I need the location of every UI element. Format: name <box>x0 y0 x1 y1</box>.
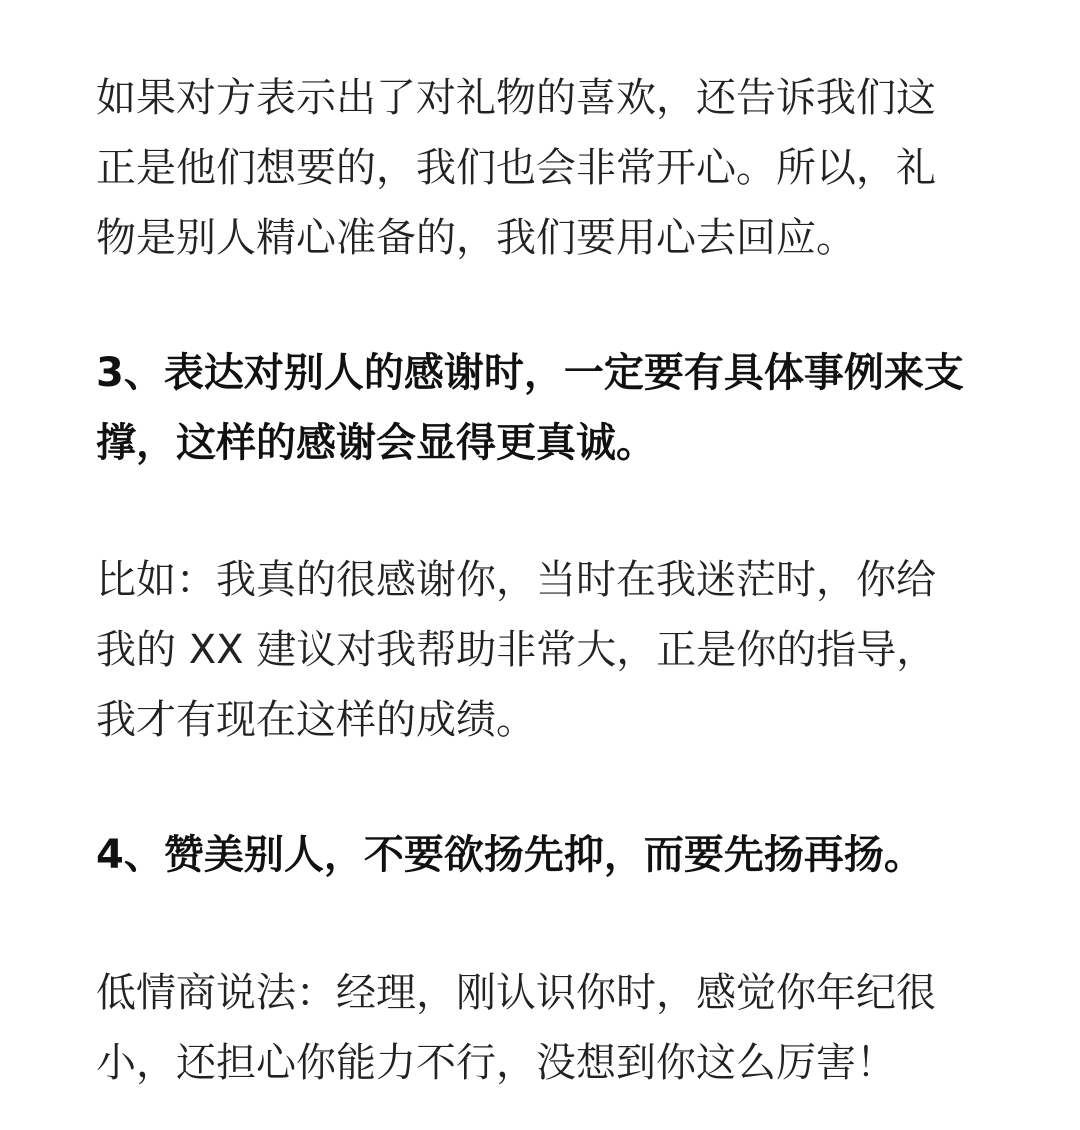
paragraph-thanks-example: 比如：我真的很感谢你，当时在我迷茫时，你给 我的 XX 建议对我帮助非常大，正是你的指导， 我才有现在这样的成绩。 <box>96 557 937 743</box>
tip-heading-4: 4、赞美别人，不要欲扬先抑，而要先扬再扬。 <box>96 832 924 878</box>
tip-heading-3: 3、表达对别人的感谢时，一定要有具体事例来支 撑，这样的感谢会显得更真诚。 <box>96 350 964 466</box>
paragraph-gift-response: 如果对方表示出了对礼物的喜欢，还告诉我们这 正是他们想要的，我们也会非常开心。所以，礼 物是别人精心准备的，我们要用心去回应。 <box>96 75 936 261</box>
paragraph-low-eq-example: 低情商说法：经理，刚认识你时，感觉你年纪很 小，还担心你能力不行，没想到你这么厉害！ <box>96 970 936 1086</box>
